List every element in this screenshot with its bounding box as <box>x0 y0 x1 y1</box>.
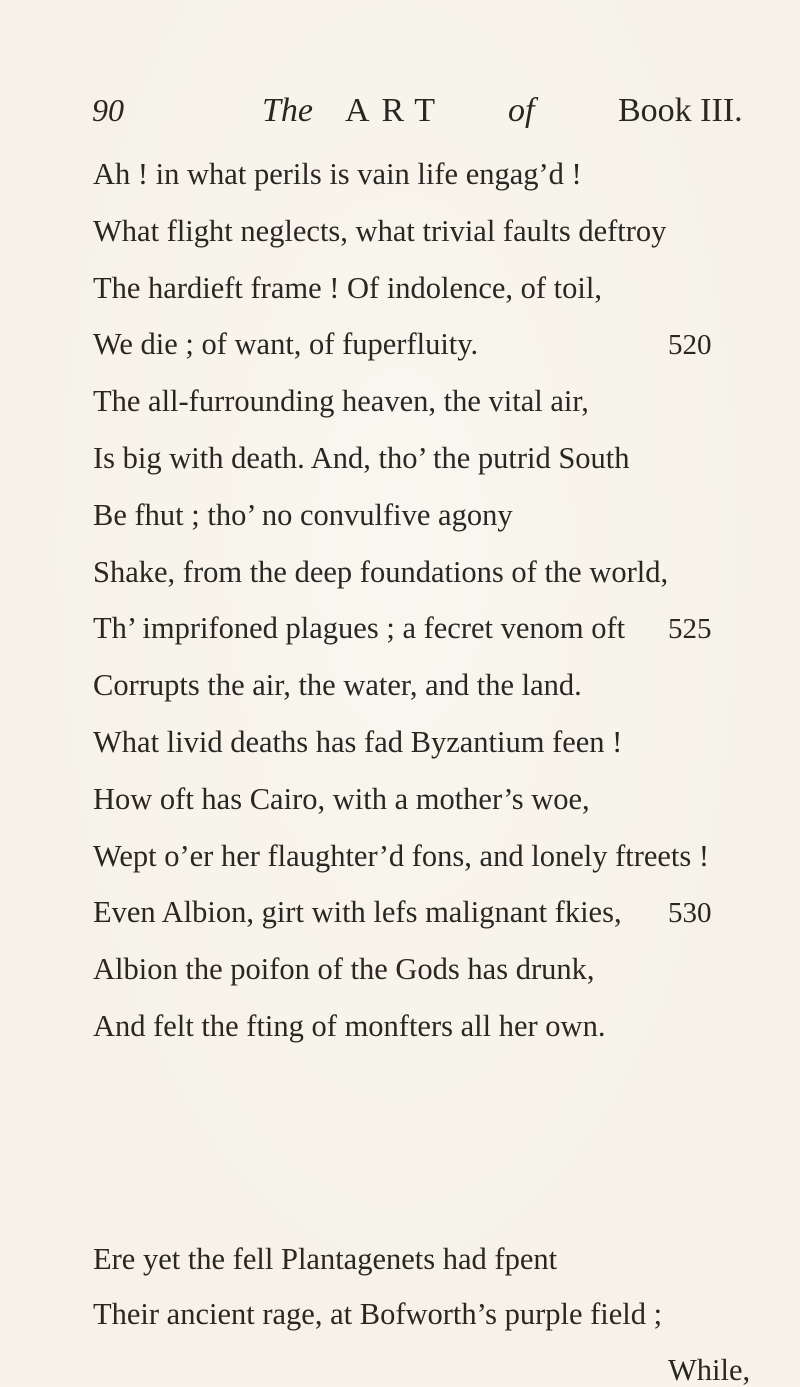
verse-line: Albion the poifon of the Gods has drunk, <box>93 952 595 987</box>
verse-line: We die ; of want, of fuperfluity. <box>93 327 479 362</box>
verse-line: Corrupts the air, the water, and the land. <box>93 668 582 703</box>
line-number: 520 <box>668 329 712 362</box>
verse-line: Shake, from the deep foundations of the world, <box>93 554 669 589</box>
verse-line: Ah ! in what perils is vain life engag’d ! <box>93 157 582 191</box>
line-number: 530 <box>668 897 712 930</box>
verse-line: The hardieft frame ! Of indolence, of toil, <box>93 270 602 305</box>
verse-line: How oft has Cairo, with a mother’s woe, <box>93 781 590 816</box>
verse-line: What livid deaths has fad Byzantium feen ! <box>93 725 623 759</box>
catchword: While, <box>668 1353 751 1387</box>
verse-line: And felt the fting of monfters all her own. <box>93 1009 606 1043</box>
verse-line: Th’ imprifoned plagues ; a fecret venom oft <box>93 611 626 646</box>
verse-line: Ere yet the fell Plantagenets had fpent <box>93 1242 558 1276</box>
verse-line: Even Albion, girt with lefs malignant fkies, <box>93 895 622 930</box>
verse-line: Their ancient rage, at Bofworth’s purple field ; <box>93 1297 663 1331</box>
running-title-of: of <box>508 92 535 129</box>
verse-line: The all-furrounding heaven, the vital air, <box>93 384 589 419</box>
page-number: 90 <box>92 92 124 128</box>
running-title-the: The <box>262 92 313 129</box>
verse-line: Is big with death. And, tho’ the putrid South <box>93 441 630 475</box>
verse-line: Be fhut ; tho’ no convulfive agony <box>93 497 513 532</box>
line-number: 525 <box>668 613 712 646</box>
verse-line: Wept o’er her flaughter’d fons, and lonely ftreets ! <box>93 838 710 873</box>
verse-line: What flight neglects, what trivial faults deftroy <box>93 213 667 248</box>
running-title-art: ART <box>345 92 447 129</box>
book-label: Book III. <box>618 92 743 129</box>
running-header <box>0 92 800 142</box>
